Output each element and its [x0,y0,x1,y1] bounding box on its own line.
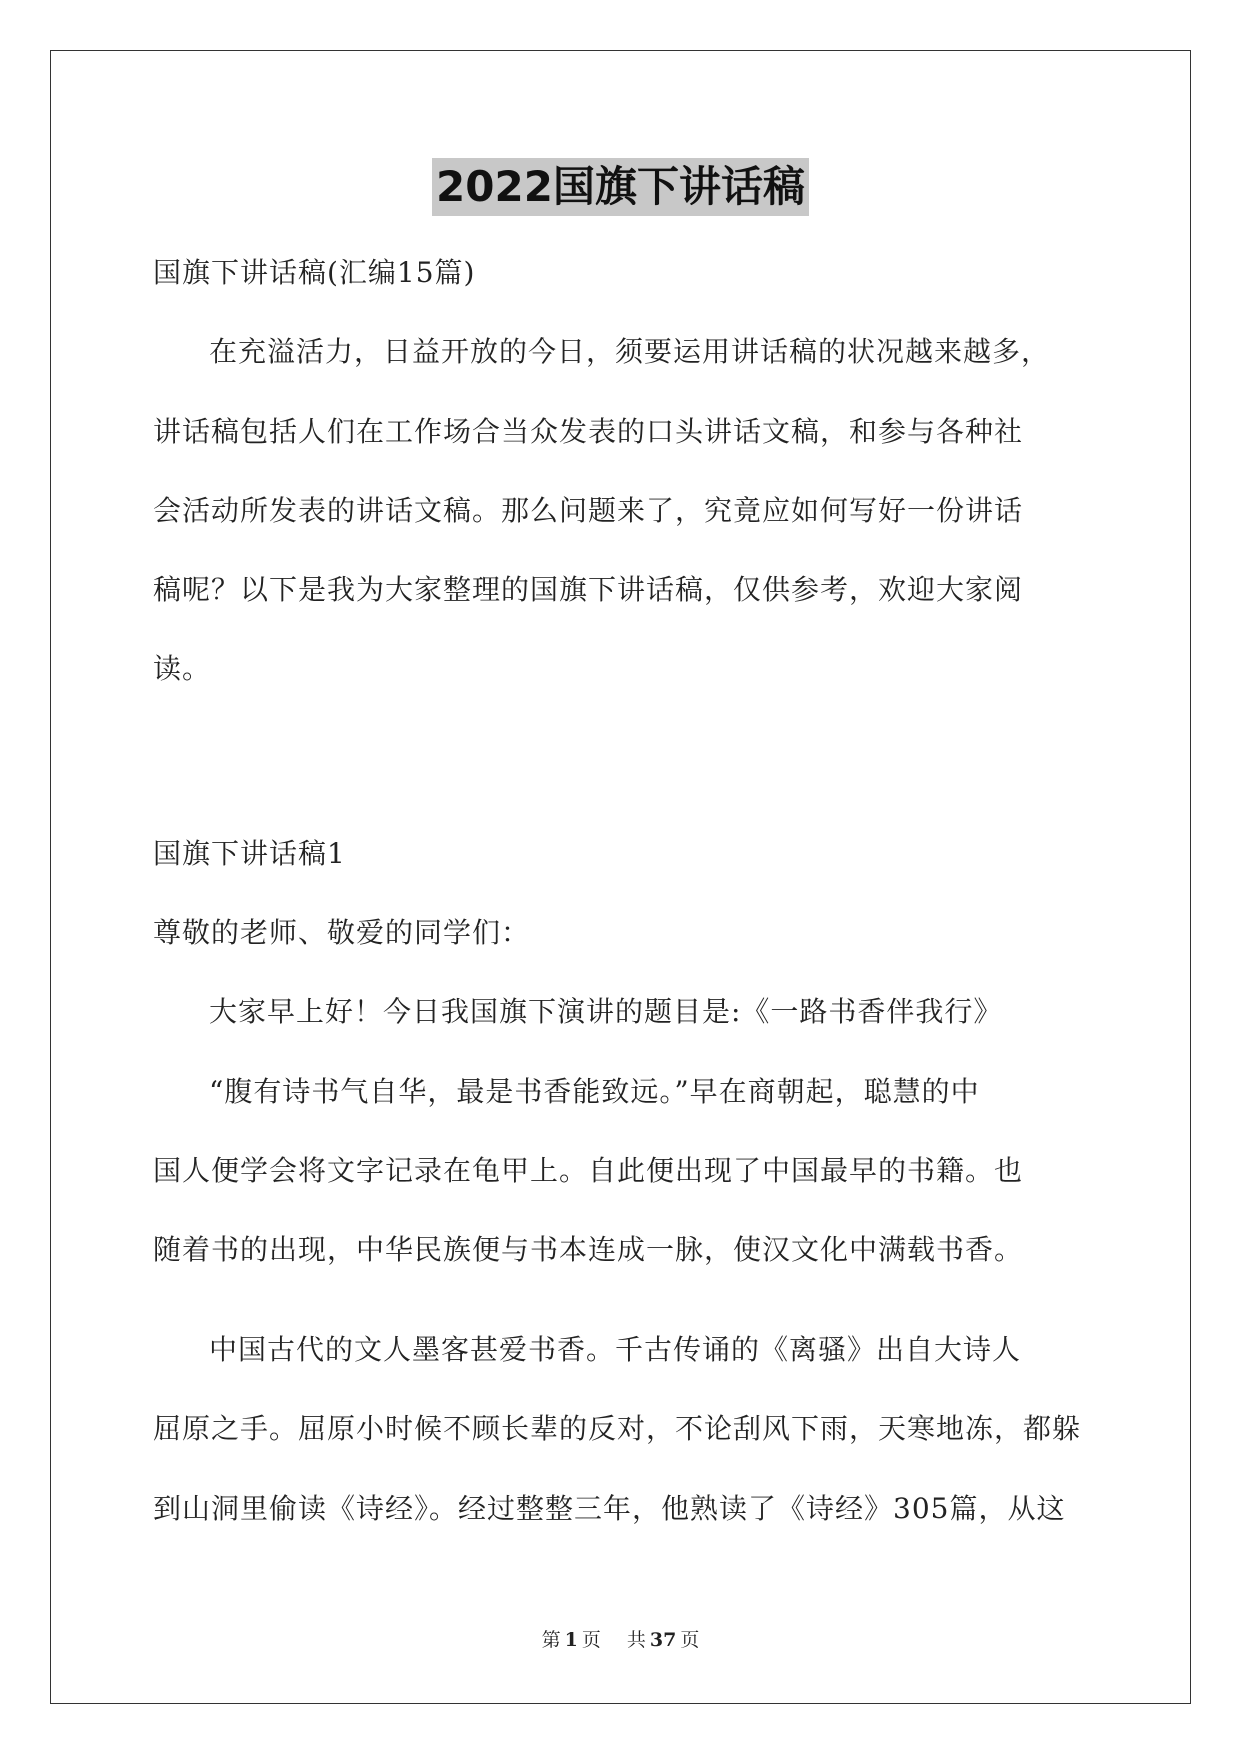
title-container [0,158,1241,216]
intro-line: 读。 [153,652,212,685]
total-prefix: 共 [626,1629,646,1651]
document-title: 2022国旗下讲话稿 [432,158,809,216]
body-line: 中国古代的文人墨客甚爱书香。千古传诵的《离骚》出自大诗人 [209,1333,1022,1366]
body-line: 随着书的出现，中华民族便与书本连成一脉，使汉文化中满载书香。 [153,1233,1024,1266]
body-line: 屈原之手。屈原小时候不顾长辈的反对，不论刮风下雨，天寒地冻，都躲 [153,1412,1082,1445]
body-line: 国人便学会将文字记录在龟甲上。自此便出现了中国最早的书籍。也 [153,1154,1024,1187]
page-suffix: 页 [581,1629,601,1651]
page-border [50,50,1191,1704]
total-pages: 37 [649,1629,677,1651]
intro-line: 会活动所发表的讲话文稿。那么问题来了，究竟应如何写好一份讲话 [153,494,1024,527]
intro-line: 讲话稿包括人们在工作场合当众发表的口头讲话文稿，和参与各种社 [153,415,1024,448]
intro-line: 稿呢？以下是我为大家整理的国旗下讲话稿，仅供参考，欢迎大家阅 [153,573,1024,606]
section-heading: 国旗下讲话稿1 [153,837,346,870]
body-line: 到山洞里偷读《诗经》。经过整整三年，他熟读了《诗经》305篇，从这 [153,1492,1066,1525]
salutation: 尊敬的老师、敬爱的同学们： [153,916,531,949]
body-line: “腹有诗书气自华，最是书香能致远。”早在商朝起，聪慧的中 [209,1075,980,1108]
document-subtitle: 国旗下讲话稿(汇编15篇) [153,256,476,289]
page-prefix: 第 [541,1629,561,1651]
body-line: 大家早上好！今日我国旗下演讲的题目是:《一路书香伴我行》 [209,995,1003,1028]
page-footer [0,1627,1241,1653]
intro-line: 在充溢活力，日益开放的今日，须要运用讲话稿的状况越来越多， [209,335,1051,368]
page-number: 1 [564,1629,578,1651]
total-suffix: 页 [680,1629,700,1651]
